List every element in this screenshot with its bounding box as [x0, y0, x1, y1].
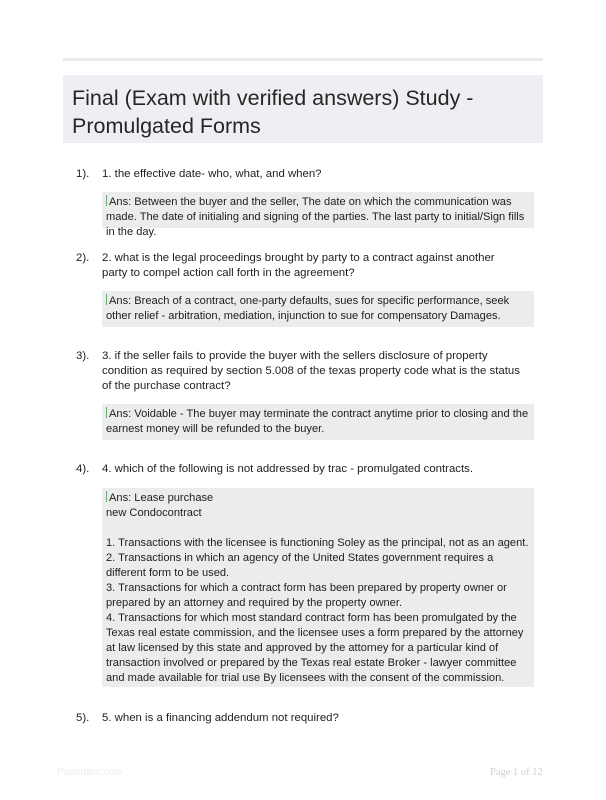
page-title: Final (Exam with verified answers) Study - Promulgated Forms — [72, 86, 474, 138]
answer-text: Ans: Lease purchase new Condocontract 1. Transactions with the licensee is functioning Soley as the principal, not as an agent. 2. Transactions in which an agency of the United States government requires a different form to be used. 3. Transactions for which a contract form has been prepared by property owner or prepared by an attorney and required by the property owner. 4. Transactions for which most standard contract form has been promulgated by the Texas real estate commission, and the licensee uses a form prepared by the attorney at law licensed by this state and approved by the attorney for a particular kind of transaction involved or prepared by the Texas real estate Broker - lawyer committee and made available for trial use By licensees with the consent of the commission. — [106, 492, 529, 684]
answer-box-3 — [102, 404, 534, 440]
question-text: 3. if the seller fails to provide the buyer with the sellers disclosure of property condition as required by section 5.008 of the texas property code what is the status of the purchase contract? — [102, 350, 520, 392]
answer-box-4 — [102, 488, 534, 687]
question-text: 5. when is a financing addendum not required? — [102, 712, 339, 724]
question-number: 4). — [76, 463, 90, 475]
page-indicator: Page 1 of 12 — [490, 767, 543, 778]
answer-marker — [106, 407, 107, 418]
question-number: 3). — [76, 350, 90, 362]
answer-box-2 — [102, 291, 534, 327]
question-number: 1). — [76, 168, 90, 180]
question-text: 1. the effective date- who, what, and when? — [102, 168, 322, 180]
answer-text: Ans: Between the buyer and the seller, The date on which the communication was made. The date of initialing and signing of the parties. The last party to initial/Sign fills in the day. — [106, 196, 525, 238]
answer-text: Ans: Breach of a contract, one-party defaults, sues for specific performance, seek other relief - arbitration, mediation, injunction to sue for compensatory Damages. — [106, 295, 510, 322]
answer-marker — [106, 195, 107, 206]
question-number: 2). — [76, 252, 90, 264]
answer-marker — [106, 294, 107, 305]
title-banner — [63, 75, 543, 143]
top-divider — [63, 58, 543, 61]
question-text: 4. which of the following is not addressed by trac - promulgated contracts. — [102, 463, 474, 475]
answer-box-1 — [102, 192, 534, 238]
answer-marker — [106, 491, 107, 502]
question-number: 5). — [76, 712, 90, 724]
footer-watermark: Paperlibic.com — [57, 767, 123, 778]
answer-text: Ans: Voidable - The buyer may terminate the contract anytime prior to closing and the earnest money will be refunded to the buyer. — [106, 408, 529, 435]
question-text: 2. what is the legal proceedings brought by party to a contract against another party to compel action call forth in the agreement? — [102, 252, 495, 279]
